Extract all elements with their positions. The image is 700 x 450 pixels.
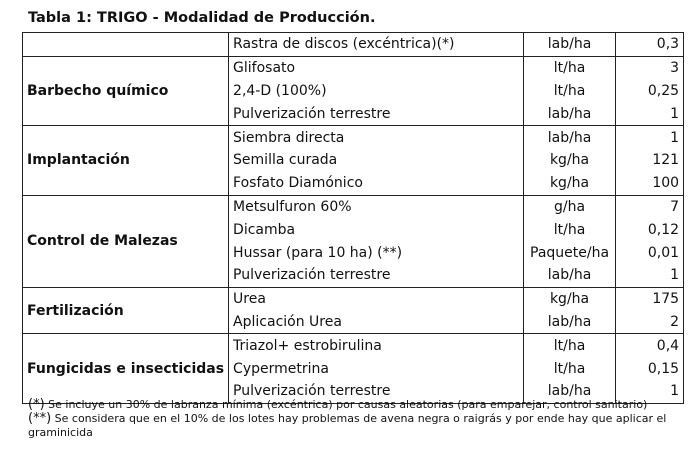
value-cell: 0,15 [616, 357, 684, 380]
category-cell [23, 33, 229, 57]
table-title: Tabla 1: TRIGO - Modalidad de Producción. [28, 10, 376, 26]
item-cell: Urea [229, 287, 524, 310]
footnote-mark: (*) [28, 397, 45, 412]
footnote-mark: (**) [28, 411, 52, 426]
item-cell: Pulverización terrestre [229, 102, 524, 125]
table-row [23, 56, 684, 79]
value-cell: 0,3 [616, 33, 684, 57]
table-row [23, 334, 684, 357]
item-cell: Pulverización terrestre [229, 264, 524, 287]
item-cell: Aplicación Urea [229, 311, 524, 334]
item-cell: Glifosato [229, 56, 524, 79]
value-cell: 0,12 [616, 218, 684, 241]
item-cell: 2,4-D (100%) [229, 80, 524, 103]
footnote [28, 398, 688, 412]
production-table [22, 32, 684, 404]
category-cell: Barbecho químico [23, 56, 229, 125]
category-cell: Fungicidas e insecticidas [23, 334, 229, 403]
value-cell: 3 [616, 56, 684, 79]
unit-cell: lab/ha [524, 126, 616, 149]
unit-cell: lab/ha [524, 311, 616, 334]
value-cell: 2 [616, 311, 684, 334]
unit-cell: lt/ha [524, 80, 616, 103]
value-cell: 1 [616, 126, 684, 149]
item-cell: Siembra directa [229, 126, 524, 149]
item-cell: Rastra de discos (excéntrica)(*) [229, 33, 524, 57]
value-cell: 7 [616, 195, 684, 218]
item-cell: Hussar (para 10 ha) (**) [229, 241, 524, 264]
value-cell: 1 [616, 102, 684, 125]
value-cell: 121 [616, 149, 684, 172]
value-cell: 1 [616, 380, 684, 403]
value-cell: 0,25 [616, 80, 684, 103]
item-cell: Semilla curada [229, 149, 524, 172]
footnote [28, 412, 688, 440]
value-cell: 1 [616, 264, 684, 287]
unit-cell: lt/ha [524, 334, 616, 357]
value-cell: 175 [616, 287, 684, 310]
unit-cell: lt/ha [524, 56, 616, 79]
unit-cell: g/ha [524, 195, 616, 218]
item-cell: Metsulfuron 60% [229, 195, 524, 218]
value-cell: 100 [616, 172, 684, 195]
unit-cell: kg/ha [524, 287, 616, 310]
category-cell: Fertilización [23, 287, 229, 334]
value-cell: 0,01 [616, 241, 684, 264]
unit-cell: kg/ha [524, 172, 616, 195]
table-row [23, 126, 684, 149]
unit-cell: lab/ha [524, 33, 616, 57]
item-cell: Pulverización terrestre [229, 380, 524, 403]
value-cell: 0,4 [616, 334, 684, 357]
unit-cell: lt/ha [524, 218, 616, 241]
category-cell: Control de Malezas [23, 195, 229, 287]
unit-cell: lab/ha [524, 380, 616, 403]
unit-cell: Paquete/ha [524, 241, 616, 264]
item-cell: Dicamba [229, 218, 524, 241]
item-cell: Triazol+ estrobirulina [229, 334, 524, 357]
item-cell: Fosfato Diamónico [229, 172, 524, 195]
unit-cell: lt/ha [524, 357, 616, 380]
category-cell: Implantación [23, 126, 229, 195]
footnote-text: Se incluye un 30% de labranza mínima (excéntrica) por causas aleatorias (para emparejar, control sanitario) [48, 398, 648, 411]
footnotes [28, 398, 688, 440]
unit-cell: lab/ha [524, 102, 616, 125]
unit-cell: kg/ha [524, 149, 616, 172]
footnote-text: Se considera que en el 10% de los lotes hay problemas de avena negra o raigrás y por ende hay que aplicar el graminicida [28, 412, 667, 439]
table-body [23, 33, 684, 404]
table-row-top [23, 33, 684, 57]
table-row [23, 287, 684, 310]
table-row [23, 195, 684, 218]
item-cell: Cypermetrina [229, 357, 524, 380]
unit-cell: lab/ha [524, 264, 616, 287]
